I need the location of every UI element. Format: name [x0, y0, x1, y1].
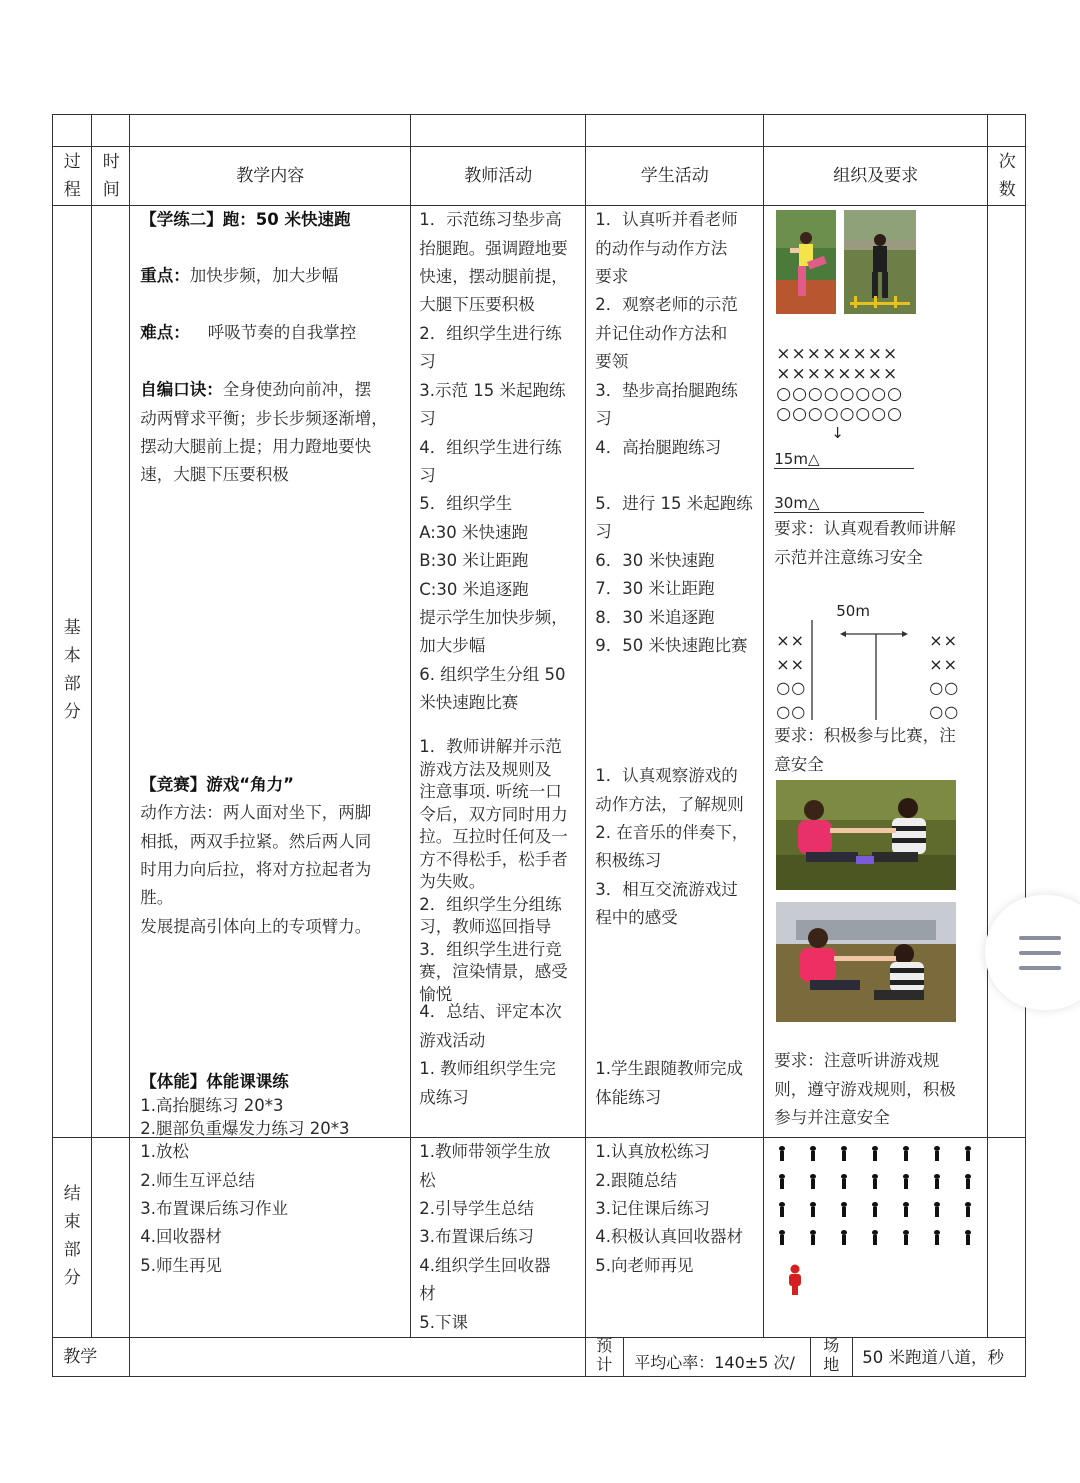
key-point: 重点：加快步频，加大步幅 — [140, 266, 339, 286]
basic-student-cell — [585, 205, 764, 1138]
right-lane-pairs: ×× ×× ○○ ○○ — [929, 631, 960, 721]
student-figure-icon — [966, 1174, 970, 1189]
section-end: 结 束 部 分 — [52, 1137, 92, 1338]
empty-cell — [410, 114, 586, 147]
footer-estimate: 预 计 — [585, 1337, 624, 1377]
footer-heart-rate: 平均心率：140±5 次/ — [623, 1337, 811, 1377]
student-figure-icon — [904, 1230, 908, 1245]
empty-cell — [987, 114, 1026, 147]
basic-organization-cell — [763, 205, 988, 1138]
formation-rows: ×××××××× ×××××××× ○○○○○○○○ ○○○○○○○○ — [776, 344, 903, 425]
student-figure-icon — [935, 1202, 939, 1217]
demo-photo-high-knee — [776, 210, 836, 314]
teacher-fitness-list: 1. 教师组织学生完 成练习 — [419, 1059, 556, 1107]
end-student-list: 1.认真放松练习 2.跟随总结 3.记住课后练习 4.积极认真回收器材 5.向老师再见 — [595, 1142, 743, 1275]
end-student-cell — [585, 1137, 764, 1338]
empty-cell — [91, 114, 130, 147]
teacher-activity-list: 1．示范练习垫步高 抬腿跑。强调蹬地要 快速，摆动腿前提， 大腿下压要积极 2．组织学生进行练 习 3.示范 15 米起跑练 习 4．组织学生进行练 习 5．组织学生 A:30 米快速跑 B:30 米让距跑 C:30 米追逐跑 提示学生加快步频， 加大步幅 6. 组织学生分组 50 米快速跑比赛 — [419, 210, 568, 713]
header-teacher: 教师活动 — [410, 146, 586, 206]
student-figure-icon — [780, 1174, 784, 1189]
end-count-cell — [987, 1137, 1026, 1338]
empty-cell — [585, 114, 764, 147]
student-figure-icon — [780, 1202, 784, 1217]
student-figure-icon — [904, 1202, 908, 1217]
game-photo-2 — [776, 902, 956, 1022]
student-figure-icon — [842, 1202, 846, 1217]
footer-teaching: 教学 — [52, 1337, 130, 1377]
requirement-1: 要求：认真观看教师讲解 示范并注意练习安全 — [774, 519, 956, 567]
header-organization: 组织及要求 — [763, 146, 988, 206]
end-teacher-cell — [410, 1137, 586, 1338]
footer-venue-label: 场 地 — [810, 1337, 853, 1377]
empty-cell — [52, 114, 92, 147]
student-figure-icon — [811, 1174, 815, 1189]
student-figure-icon — [873, 1146, 877, 1161]
end-content-cell — [129, 1137, 411, 1338]
end-organization-cell — [763, 1137, 988, 1338]
student-figure-icon — [811, 1146, 815, 1161]
student-game-list: 1．认真观察游戏的 动作方法，了解规则 2. 在音乐的伴奏下， 积极练习 3．相互交流游戏过 程中的感受 — [595, 766, 749, 928]
student-figure-icon — [842, 1230, 846, 1245]
student-figure-icon — [873, 1174, 877, 1189]
basic-content-cell — [129, 205, 411, 1138]
line-15m: 15m△ — [774, 450, 914, 469]
end-time-cell — [91, 1137, 130, 1338]
mnemonic: 自编口诀：全身使劲向前冲，摆 动两臂求平衡；步长步频逐渐增， 摆动大腿前上提；用力蹬地要快 速，大腿下压要积极 — [140, 380, 388, 485]
student-figure-icon — [873, 1202, 877, 1217]
left-lane-pairs: ×× ×× ○○ ○○ — [776, 631, 807, 721]
student-figure-icon — [811, 1202, 815, 1217]
end-content-list: 1.放松 2.师生互评总结 3.布置课后练习作业 4.回收器材 5.师生再见 — [140, 1142, 288, 1275]
teacher-game-list: 1．教师讲解并示范 游戏方法及规则及 注意事项. 听统一口 令后，双方同时用力 拉。互拉时任何及一 方不得松手，松手者 为失败。 2．组织学生分组练 习，教师巡回指导 3．组织学生进行竞 赛，渲染情景，感受 愉悦 — [419, 737, 568, 1004]
basic-teacher-cell — [410, 205, 586, 1138]
line-30m: 30m△ — [774, 494, 924, 513]
header-time: 时 间 — [91, 146, 130, 206]
student-figure-icon — [842, 1146, 846, 1161]
fitness-title: 【体能】体能课课练 — [140, 1072, 289, 1092]
student-figure-icon — [966, 1202, 970, 1217]
basic-time-cell — [91, 205, 130, 1138]
section-basic: 基 本 部 分 — [52, 205, 92, 1138]
student-figure-icon — [811, 1230, 815, 1245]
header-count: 次 数 — [987, 146, 1026, 206]
footer-empty — [129, 1337, 586, 1377]
fitness-list: 1.高抬腿练习 20*3 2.腿部负重爆发力练习 20*3 — [140, 1096, 350, 1138]
student-figure-icon — [935, 1174, 939, 1189]
student-activity-list: 1．认真听并看老师 的动作与动作方法 要求 2．观察老师的示范 并记住动作方法和 要领 3．垫步高抬腿跑练 习 4．高抬腿跑练习 5．进行 15 米起跑练 习 6．30 米快速跑 7．30 米让距跑 8．30 米追逐跑 9．50 米快速跑比赛 — [595, 210, 753, 655]
menu-icon-bar — [1019, 951, 1061, 955]
empty-cell — [129, 114, 411, 147]
student-fitness-list: 1.学生跟随教师完成 体能练习 — [595, 1059, 743, 1107]
teacher-figure-icon — [786, 1264, 804, 1296]
student-figure-icon — [966, 1230, 970, 1245]
requirement-3: 要求：注意听讲游戏规 则，遵守游戏规则，积极 参与并注意安全 — [774, 1051, 956, 1128]
student-figure-icon — [873, 1230, 877, 1245]
header-content: 教学内容 — [129, 146, 411, 206]
game-title: 【竞赛】游戏“角力” — [140, 775, 294, 795]
empty-cell — [763, 114, 988, 147]
header-student: 学生活动 — [585, 146, 764, 206]
menu-icon-bar — [1019, 966, 1061, 970]
difficulty: 难点： 呼吸节奏的自我掌控 — [140, 323, 357, 343]
student-figure-icon — [780, 1230, 784, 1245]
header-process: 过 程 — [52, 146, 92, 206]
end-teacher-list: 1.教师带领学生放 松 2.引导学生总结 3.布置课后练习 4.组织学生回收器 材 5.下课 — [419, 1142, 551, 1332]
requirement-2: 要求：积极参与比赛，注 意安全 — [774, 726, 956, 774]
distance-50m: 50m — [836, 602, 870, 621]
student-figure-icon — [966, 1146, 970, 1161]
student-figure-icon — [904, 1146, 908, 1161]
student-figure-icon — [904, 1174, 908, 1189]
lesson-plan-table — [53, 115, 1027, 1378]
student-figure-icon — [935, 1230, 939, 1245]
menu-icon — [1019, 936, 1061, 940]
demo-photo-ladder — [844, 210, 916, 314]
student-figure-icon — [780, 1146, 784, 1161]
game-description: 动作方法：两人面对坐下，两脚 相抵，两双手拉紧。然后两人同 时用力向后拉，将对方拉起者为 胜。 发展提高引体向上的专项臂力。 — [140, 803, 372, 936]
footer-venue: 50 米跑道八道，秒 — [852, 1337, 1026, 1377]
practice2-title: 【学练二】跑：50 米快速跑 — [140, 210, 351, 230]
student-figure-icon — [842, 1174, 846, 1189]
student-figure-icon — [935, 1146, 939, 1161]
down-arrow: ↓ — [831, 424, 844, 443]
game-photo-1 — [776, 780, 956, 890]
teacher-summary-list: 4．总结、评定本次 游戏活动 — [419, 1002, 562, 1050]
